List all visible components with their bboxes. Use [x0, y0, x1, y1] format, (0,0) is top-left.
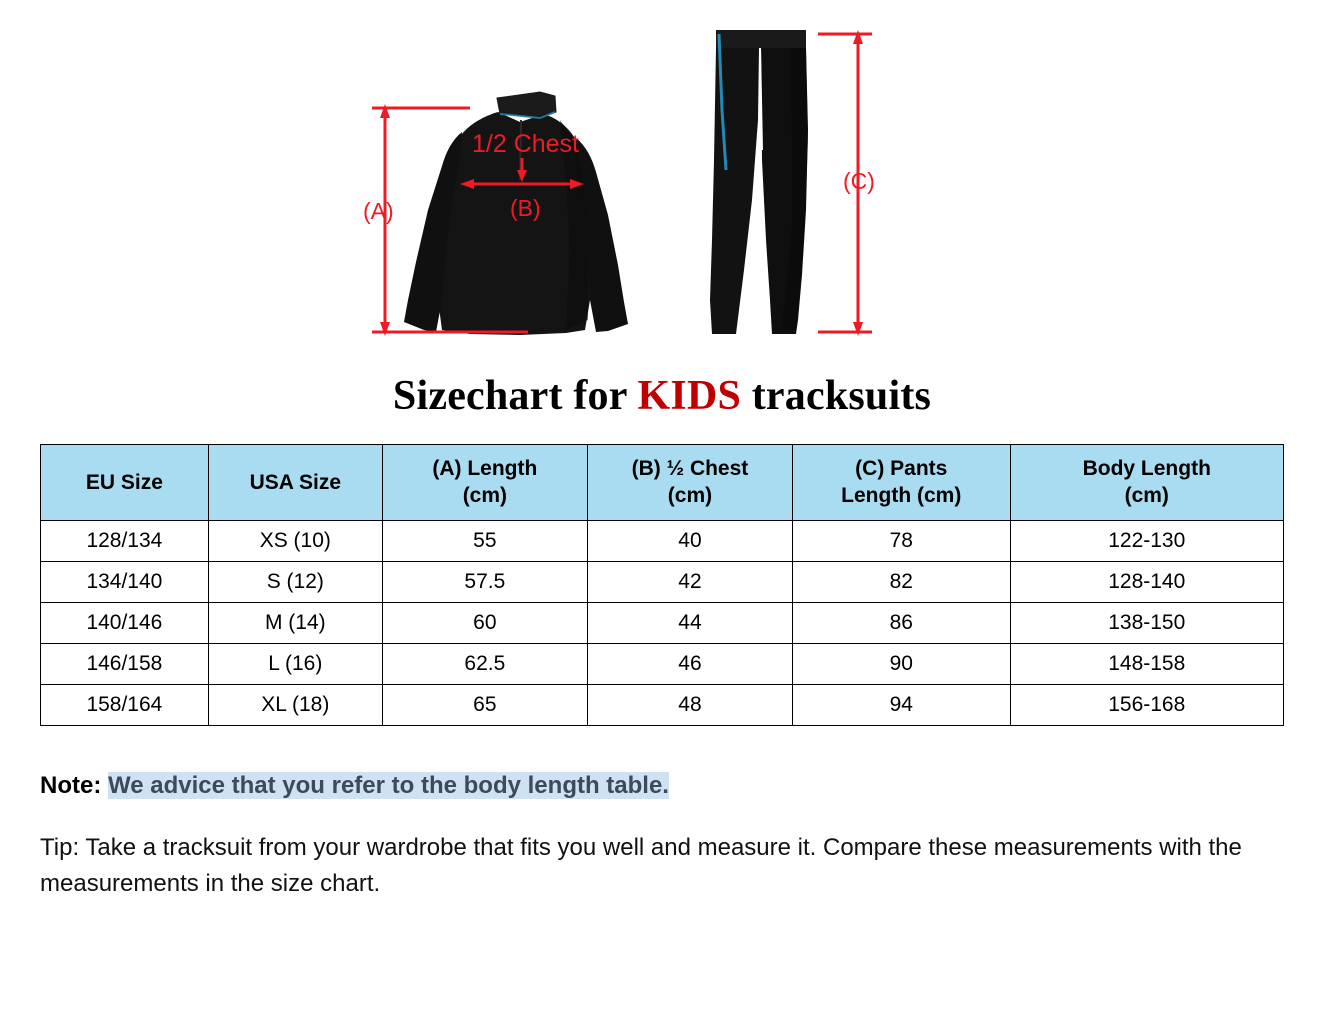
sizechart-table-wrapper	[0, 444, 1324, 726]
cell-usa-size: S (12)	[208, 561, 382, 602]
cell-eu-size: 146/158	[41, 643, 209, 684]
note-line	[40, 772, 1284, 800]
pants-graphic	[710, 30, 808, 334]
cell-c-pants-length: 90	[793, 643, 1011, 684]
note-highlight-text: We advice that you refer to the body length table.	[108, 771, 669, 799]
column-header-c-pants-length: (C) Pants Length (cm)	[793, 445, 1011, 521]
cell-usa-size: L (16)	[208, 643, 382, 684]
column-header-b-half-chest: (B) ½ Chest (cm)	[587, 445, 792, 521]
table-row	[41, 643, 1284, 684]
sizechart-table	[40, 444, 1284, 726]
page-title-before: Sizechart for	[392, 373, 638, 419]
table-row	[41, 561, 1284, 602]
cell-a-length: 65	[382, 684, 587, 725]
note-label: Note:	[40, 771, 108, 799]
notes-section	[0, 726, 1324, 902]
cell-c-pants-length: 86	[793, 602, 1011, 643]
cell-a-length: 60	[382, 602, 587, 643]
dimension-label-c: (C)	[843, 168, 875, 194]
cell-b-half-chest: 48	[587, 684, 792, 725]
cell-c-pants-length: 78	[793, 520, 1011, 561]
cell-body-length: 156-168	[1010, 684, 1283, 725]
cell-body-length: 128-140	[1010, 561, 1283, 602]
cell-a-length: 57.5	[382, 561, 587, 602]
cell-usa-size: XL (18)	[208, 684, 382, 725]
garment-illustration	[0, 0, 1324, 360]
cell-a-length: 55	[382, 520, 587, 561]
cell-b-half-chest: 42	[587, 561, 792, 602]
cell-b-half-chest: 46	[587, 643, 792, 684]
cell-body-length: 148-158	[1010, 643, 1283, 684]
dimension-label-b: (B)	[510, 195, 541, 221]
cell-eu-size: 158/164	[41, 684, 209, 725]
table-row	[41, 520, 1284, 561]
cell-eu-size: 128/134	[41, 520, 209, 561]
dimension-label-a: (A)	[363, 198, 394, 224]
column-header-eu-size: EU Size	[41, 445, 209, 521]
column-header-usa-size: USA Size	[208, 445, 382, 521]
column-header-a-length: (A) Length (cm)	[382, 445, 587, 521]
cell-usa-size: XS (10)	[208, 520, 382, 561]
cell-eu-size: 134/140	[41, 561, 209, 602]
cell-usa-size: M (14)	[208, 602, 382, 643]
cell-c-pants-length: 94	[793, 684, 1011, 725]
cell-a-length: 62.5	[382, 643, 587, 684]
dimension-label-half-chest: 1/2 Chest	[472, 130, 580, 158]
cell-c-pants-length: 82	[793, 561, 1011, 602]
table-header-row	[41, 445, 1284, 521]
cell-b-half-chest: 44	[587, 602, 792, 643]
cell-body-length: 122-130	[1010, 520, 1283, 561]
page-title	[0, 372, 1324, 420]
table-row	[41, 684, 1284, 725]
table-row	[41, 602, 1284, 643]
cell-body-length: 138-150	[1010, 602, 1283, 643]
column-header-body-length: Body Length (cm)	[1010, 445, 1283, 521]
garment-diagram-svg	[0, 0, 1324, 360]
tip-text: Tip: Take a tracksuit from your wardrobe that fits you well and measure it. Compare these measurements with the measurements in the size chart.	[40, 833, 1242, 897]
cell-b-half-chest: 40	[587, 520, 792, 561]
page-title-after: tracksuits	[741, 373, 932, 419]
cell-eu-size: 140/146	[41, 602, 209, 643]
page-title-emphasis: KIDS	[637, 373, 742, 419]
